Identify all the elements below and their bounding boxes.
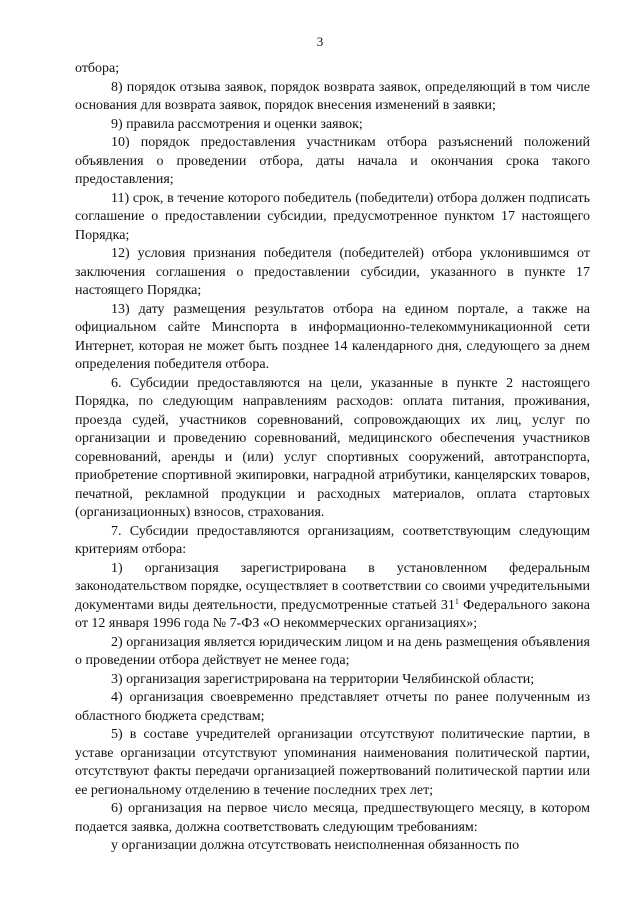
criterion-1-text-end: Федерального закона от 12 января 1996 года № 7-ФЗ «О некоммерческих организациях»; bbox=[75, 597, 591, 631]
paragraph-criterion-1 bbox=[75, 560, 590, 634]
paragraph-item-11: 11) срок, в течение которого победитель (победители) отбора должен подписать соглашение о предоставлении субсидии, предусмотренное пунктом 17 настоящего Порядка; bbox=[75, 190, 590, 243]
paragraph-requirement: у организации должна отсутствовать неисполненная обязанность по bbox=[111, 838, 520, 853]
paragraph-clause-7: 7. Субсидии предоставляются организациям, соответствующим следующим критериям отбора: bbox=[75, 523, 590, 557]
paragraph-criterion-2: 2) организация является юридическим лицом и на день размещения объявления о проведении отбора действует не менее года; bbox=[75, 634, 590, 668]
paragraph-clause-6: 6. Субсидии предоставляются на цели, указанные в пункте 2 настоящего Порядка, по следующим направлениям расходов: оплата питания, проживания, проезда судей, участников соревнований, сопровождающих их лиц, услуг по организации и проведению соревнований, медицинского обеспечения участников соревнований, аренды и (или) услуг спортивных сооружений, автотранспорта, приобретение спортивной экипировки, наградной атрибутики, канцелярских товаров, печатной, рекламной продукции и расходных материалов, оплата стартовых (организационных) взносов, страхования. bbox=[75, 375, 590, 520]
paragraph-item-12: 12) условия признания победителя (победителей) отбора уклонившимся от заключения соглашения о предоставлении субсидии, указанного в пункте 17 настоящего Порядка; bbox=[75, 246, 590, 298]
paragraph-item-9: 9) правила рассмотрения и оценки заявок; bbox=[111, 116, 363, 132]
criterion-1-text: 1) организация зарегистрирована в установленном федеральным законодательством порядке, осуществляет в соответствии со своими учредительными документами виды деятельности, предусмотренные статьей 31 bbox=[75, 560, 590, 613]
paragraph-criterion-3: 3) организация зарегистрирована на территории Челябинской области; bbox=[111, 671, 535, 687]
article-superscript: 1 bbox=[454, 596, 459, 606]
paragraph-item-8: 8) порядок отзыва заявок, порядок возврата заявок, определяющий в том числе основания для возврата заявок, порядок внесения изменений в заявки; bbox=[75, 79, 590, 113]
paragraph-criterion-5: 5) в составе учредителей организации отсутствуют политические партии, в уставе организации отсутствуют упоминания наименования политической партии, отсутствуют факты передачи организацией пожертвований политической партии или ее региональному отделению в течение последних трех лет; bbox=[75, 727, 590, 798]
paragraph-continuation: отбора; bbox=[75, 61, 120, 76]
paragraph-criterion-6: 6) организация на первое число месяца, предшествующего месяцу, в котором подается заявка, должна соответствовать следующим требованиям: bbox=[75, 801, 590, 835]
paragraph-item-10: 10) порядок предоставления участникам отбора разъяснений положений объявления о проведении отбора, даты начала и окончания срока такого предоставления; bbox=[75, 135, 590, 187]
page-number: 3 bbox=[316, 34, 324, 49]
document-body bbox=[75, 60, 590, 856]
paragraph-criterion-4: 4) организация своевременно представляет отчеты по ранее полученным из областного бюджета средствам; bbox=[75, 690, 590, 724]
paragraph-item-13: 13) дату размещения результатов отбора на едином портале, а также на официальном сайте Минспорта в информационно-телекоммуникационной сети Интернет, которая не может быть позднее 14 календарного дня, следующего за днем определения победителя отбора. bbox=[75, 301, 590, 372]
